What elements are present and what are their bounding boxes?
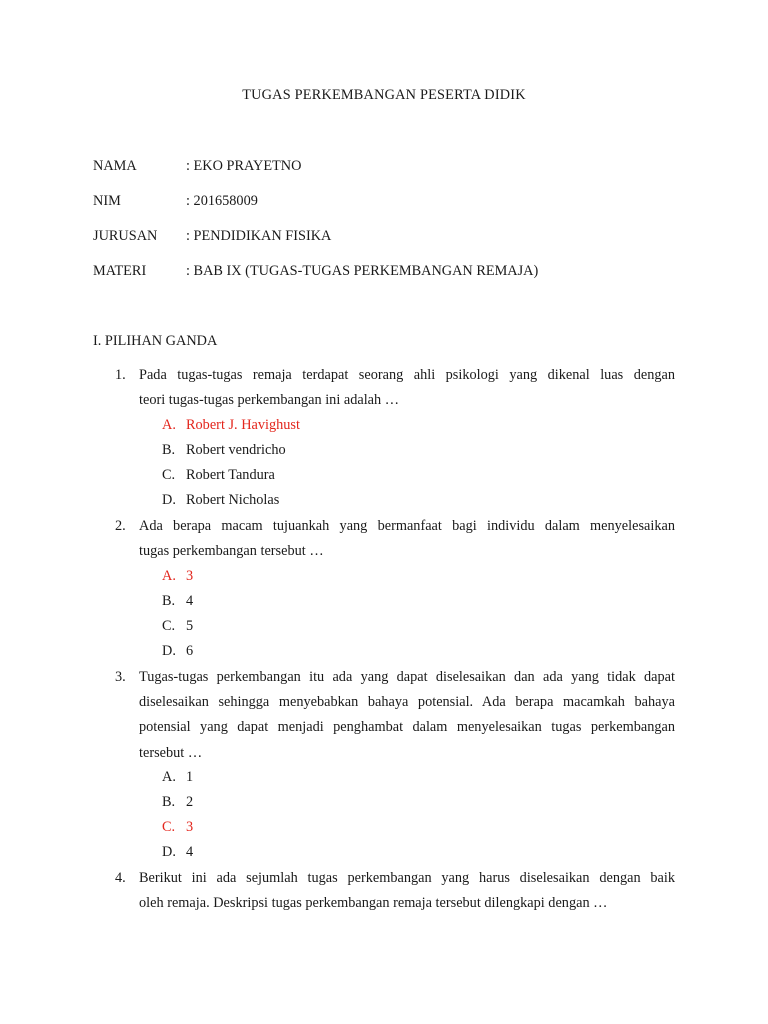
option-text: Robert J. Havighust — [186, 417, 300, 433]
question-line: teori tugas-tugas perkembangan ini adalah … — [139, 392, 400, 409]
option-letter: B. — [162, 442, 176, 458]
info-value: : 201658009 — [186, 193, 258, 209]
question-line: Pada tugas-tugas remaja terdapat seorang ahli psikologi yang dikenal luas dengan — [139, 367, 675, 383]
option-letter: B. — [162, 593, 176, 609]
question-number: 3. — [115, 669, 126, 685]
option-2c — [0, 614, 768, 639]
question-text — [139, 514, 675, 564]
info-value: : EKO PRAYETNO — [186, 158, 302, 174]
option-letter: C. — [162, 618, 176, 634]
info-label: JURUSAN — [93, 228, 158, 244]
option-text: Robert Tandura — [186, 467, 275, 483]
option-3a — [0, 765, 768, 790]
option-1b — [0, 438, 768, 463]
question-number: 2. — [115, 518, 126, 534]
question-line: tersebut … — [139, 744, 203, 761]
option-text: 4 — [186, 593, 194, 609]
option-text: 6 — [186, 643, 194, 659]
info-value: : PENDIDIKAN FISIKA — [186, 228, 332, 244]
option-letter: B. — [162, 794, 176, 810]
option-2d — [0, 639, 768, 664]
option-1a — [0, 413, 768, 438]
question-text — [139, 866, 675, 916]
option-3d — [0, 840, 768, 865]
question-line: diselesaikan sehingga menyebabkan bahaya potensial. Ada berapa macamkah bahaya — [139, 694, 675, 711]
info-label: NAMA — [93, 158, 137, 174]
question-text — [139, 665, 675, 766]
question-line: potensial yang dapat menjadi penghambat dalam menyelesaikan tugas perkembangan — [139, 719, 675, 736]
option-letter: C. — [162, 467, 176, 483]
document-title: TUGAS PERKEMBANGAN PESERTA DIDIK — [242, 87, 526, 103]
option-letter: D. — [162, 643, 176, 659]
question-number: 1. — [115, 367, 126, 383]
question-text — [139, 363, 675, 413]
option-text: Robert vendricho — [186, 442, 286, 458]
info-label: MATERI — [93, 263, 147, 279]
option-text: 3 — [186, 568, 194, 584]
option-2b — [0, 589, 768, 614]
option-letter: C. — [162, 819, 176, 835]
option-letter: A. — [162, 568, 176, 584]
option-text: 3 — [186, 819, 194, 835]
option-text: 2 — [186, 794, 194, 810]
option-letter: D. — [162, 492, 176, 508]
option-2a — [0, 564, 768, 589]
question-line: Berikut ini ada sejumlah tugas perkembangan yang harus diselesaikan dengan baik — [139, 870, 675, 886]
option-letter: A. — [162, 769, 176, 785]
option-letter: D. — [162, 844, 176, 860]
question-number: 4. — [115, 870, 126, 886]
option-3c — [0, 815, 768, 840]
option-letter: A. — [162, 417, 176, 433]
question-line: tugas perkembangan tersebut … — [139, 543, 324, 560]
option-text: 1 — [186, 769, 194, 785]
section-title: I. PILIHAN GANDA — [93, 333, 218, 349]
option-1c — [0, 463, 768, 488]
info-label: NIM — [93, 193, 121, 209]
option-3b — [0, 790, 768, 815]
question-line: oleh remaja. Deskripsi tugas perkembangan remaja tersebut dilengkapi dengan … — [139, 895, 608, 912]
question-line: Ada berapa macam tujuankah yang bermanfaat bagi individu dalam menyelesaikan — [139, 518, 675, 534]
option-text: 4 — [186, 844, 194, 860]
question-line: Tugas-tugas perkembangan itu ada yang dapat diselesaikan dan ada yang tidak dapat — [139, 669, 675, 685]
info-value: : BAB IX (TUGAS-TUGAS PERKEMBANGAN REMAJA) — [186, 263, 539, 279]
option-text: Robert Nicholas — [186, 492, 280, 508]
option-text: 5 — [186, 618, 194, 634]
option-1d — [0, 488, 768, 513]
